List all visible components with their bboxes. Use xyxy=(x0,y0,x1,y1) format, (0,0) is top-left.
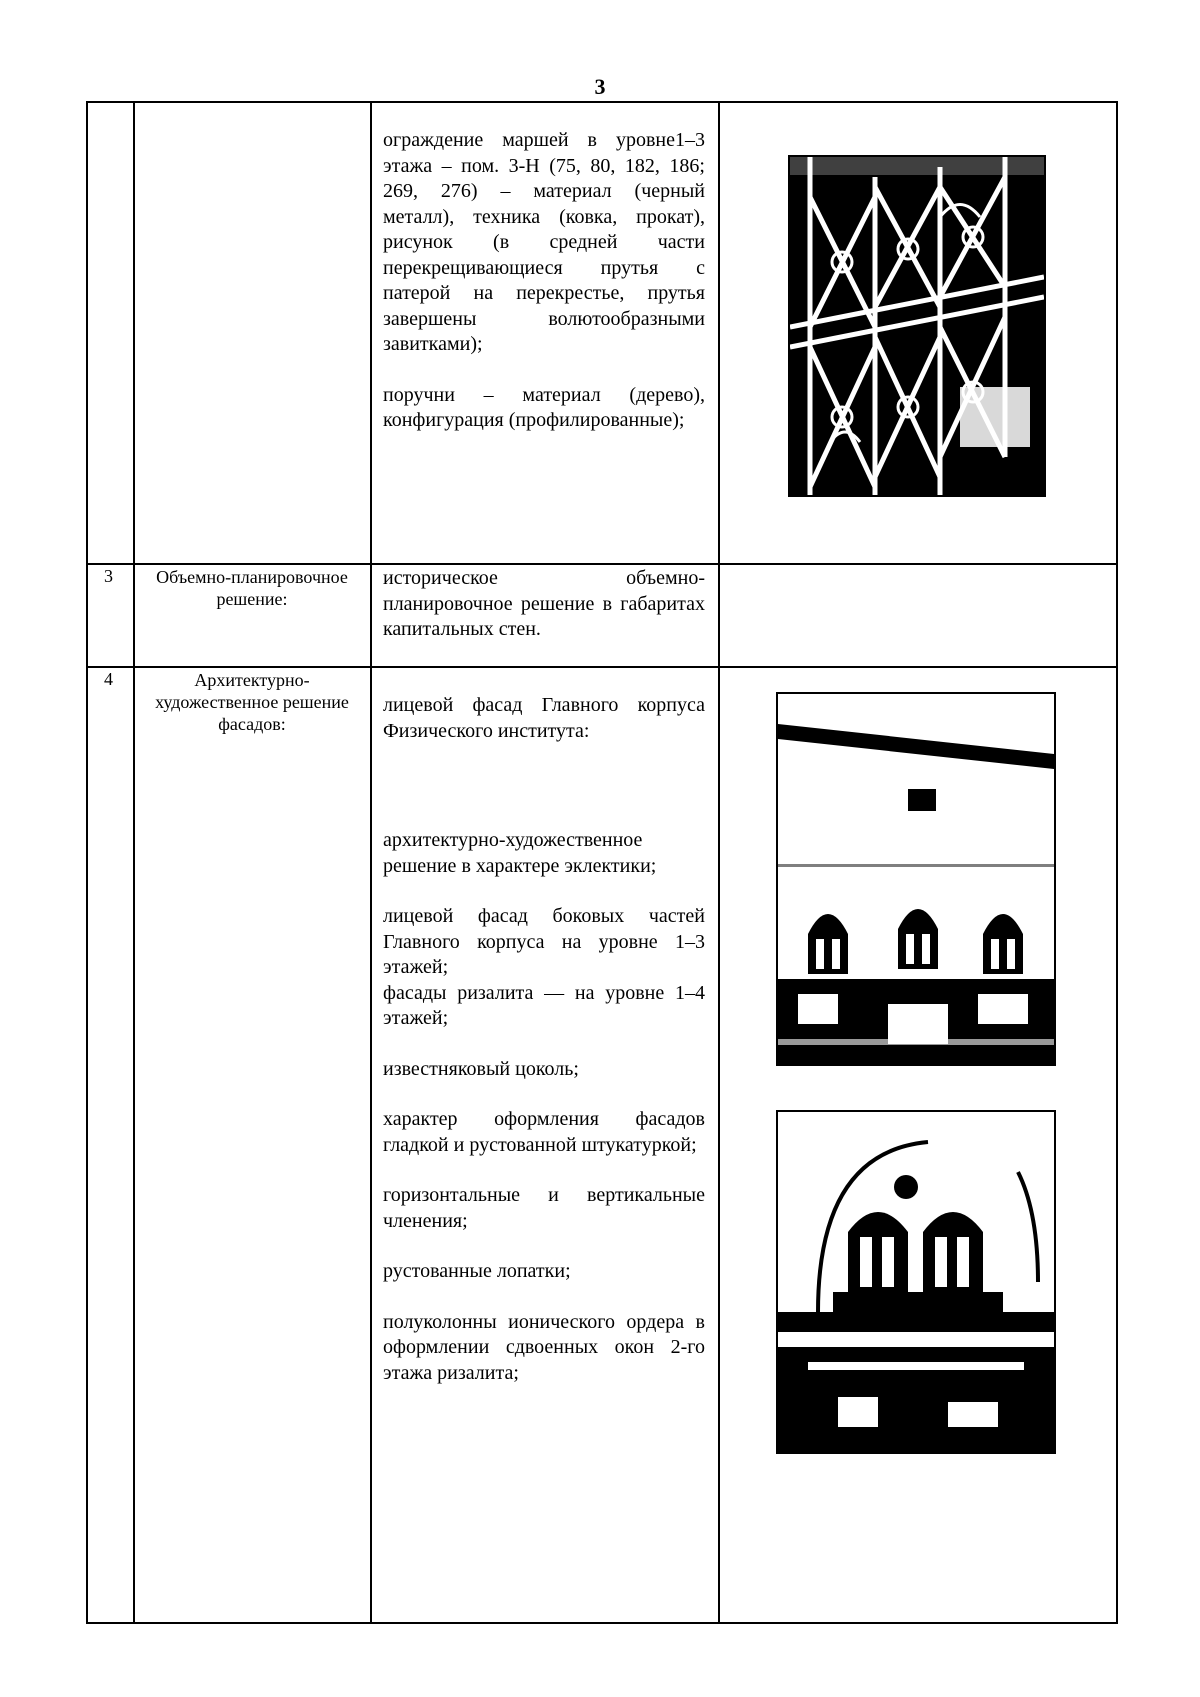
risalit-windows-photo xyxy=(776,1110,1056,1454)
row-text-paragraph: известняковый цоколь; xyxy=(383,1057,579,1080)
staircase-railing-image xyxy=(790,157,1044,495)
row-label: Архитектурно-художественное решение фасадов: xyxy=(155,670,349,734)
row-divider xyxy=(86,563,1118,565)
row-number: 3 xyxy=(104,566,113,586)
row-text-paragraph: фасады ризалита — на уровне 1–4 этажей; xyxy=(383,981,705,1029)
main-facade-image xyxy=(778,694,1054,1064)
table-row xyxy=(383,566,705,643)
column-divider xyxy=(718,101,720,1624)
column-divider xyxy=(133,101,135,1624)
table-border-left xyxy=(86,101,88,1624)
row-divider xyxy=(86,666,1118,668)
row-text-paragraph: историческое объемно-планировочное решение в габаритах капитальных стен. xyxy=(383,567,705,640)
main-facade-photo xyxy=(776,692,1056,1066)
page-number: 3 xyxy=(594,74,606,99)
row-text-paragraph: лицевой фасад Главного корпуса Физического института: xyxy=(383,694,705,742)
table-row xyxy=(383,693,705,1386)
risalit-windows-image xyxy=(778,1112,1054,1452)
table-row xyxy=(383,128,705,434)
row-text-paragraph: архитектурно-художественное решение в характере эклектики; xyxy=(383,829,657,877)
row-text-paragraph: рустованные лопатки; xyxy=(383,1260,571,1282)
staircase-railing-photo xyxy=(788,155,1046,497)
table-border-bottom xyxy=(86,1622,1118,1624)
row-text-paragraph: лицевой фасад боковых частей Главного корпуса на уровне 1–3 этажей; xyxy=(383,905,705,978)
row-text-paragraph: горизонтальные и вертикальные членения; xyxy=(383,1184,705,1232)
monument-subject-table xyxy=(86,101,1118,1624)
row-label: Объемно-планировочное решение: xyxy=(156,567,348,609)
column-divider xyxy=(370,101,372,1624)
table-border-right xyxy=(1116,101,1118,1624)
row-text-paragraph: поручни – материал (дерево), конфигурация (профилированные); xyxy=(383,383,705,431)
row-text-paragraph: ограждение маршей в уровне1–3 этажа – пом. 3-Н (75, 80, 182, 186; 269, 276) – материал (черный металл), техника (ковка, прокат), рисунок (в средней части перекрещивающиеся прутья с патерой на перекрестье, прутья завершены волютообразными завитками); xyxy=(383,129,705,355)
row-number: 4 xyxy=(104,669,113,689)
row-text-paragraph: характер оформления фасадов гладкой и рустованной штукатуркой; xyxy=(383,1108,705,1156)
table-border-top xyxy=(86,101,1118,103)
row-text-paragraph: полуколонны ионического ордера в оформлении сдвоенных окон 2-го этажа ризалита; xyxy=(383,1310,705,1384)
